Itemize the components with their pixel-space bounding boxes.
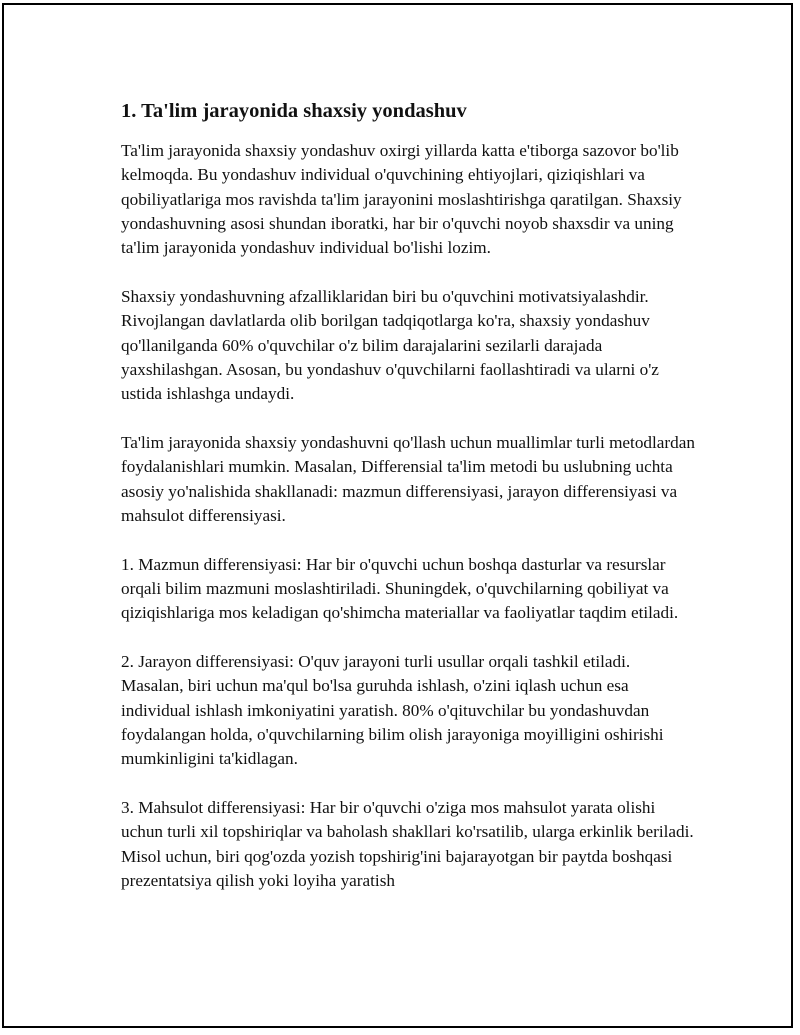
- paragraph-advantages: Shaxsiy yondashuvning afzalliklaridan biri bu o'quvchini motivatsiyalashdir. Rivojlangan davlatlarda olib borilgan tadqiqotlarga ko'ra, shaxsiy yondashuv qo'llanilganda 60% o'quvchilar o'z bilim darajalarini sezilarli darajada yaxshilashgan. Asosan, bu yondashuv o'quvchilarni faollashtiradi va ularni o'z ustida ishlashga undaydi.: [121, 286, 659, 404]
- paragraph-methods: Ta'lim jarayonida shaxsiy yondashuvni qo'llash uchun muallimlar turli metodlardan foydalanishlari mumkin. Masalan, Differensial ta'lim metodi bu uslubning uchta asosiy yo'nalishida shakllanadi: mazmun differensiyasi, jarayon differensiyasi va mahsulot differensiyasi.: [121, 432, 695, 525]
- section-heading: 1. Ta'lim jarayonida shaxsiy yondashuv: [121, 100, 467, 122]
- paragraph-product-differentiation: 3. Mahsulot differensiyasi: Har bir o'quvchi o'ziga mos mahsulot yarata olishi uchun turli xil topshiriqlar va baholash shakllari ko'rsatilib, ularga erkinlik beriladi. Misol uchun, biri qog'ozda yozish topshirig'ini bajarayotgan bir paytda boshqasi prezentatsiya qilish yoki loyiha yaratish: [121, 798, 694, 890]
- paragraph-content-differentiation: 1. Mazmun differensiyasi: Har bir o'quvchi uchun boshqa dasturlar va resurslar orqali bilim mazmuni moslashtiriladi. Shuningdek, o'quvchilarning qobiliyat va qiziqishlariga mos keladigan qo'shimcha materiallar va faoliyatlar taqdim etiladi.: [121, 554, 679, 623]
- document-body: [121, 98, 695, 918]
- paragraph-intro: Ta'lim jarayonida shaxsiy yondashuv oxirgi yillarda katta e'tiborga sazovor bo'lib kelmoqda. Bu yondashuv individual o'quvchining ehtiyojlari, qiziqishlari va qobiliyatlariga mos ravishda ta'lim jarayonini moslashtirishga qaratilgan. Shaxsiy yondashuvning asosi shundan iboratki, har bir o'quvchi noyob shaxsdir va uning ta'lim jarayonida yondashuv individual bo'lishi lozim.: [121, 141, 682, 258]
- paragraph-process-differentiation: 2. Jarayon differensiyasi: O'quv jarayoni turli usullar orqali tashkil etiladi. Masalan, biri uchun ma'qul bo'lsa guruhda ishlash, o'zini iqlash uchun esa individual ishlash imkoniyatini yaratish. 80% o'qituvchilar bu yondashuvdan foydalangan holda, o'quvchilarning bilim olish jarayoniga moyilligini oshirishi mumkinligini ta'kidlagan.: [121, 652, 664, 769]
- document-page: [2, 3, 793, 1028]
